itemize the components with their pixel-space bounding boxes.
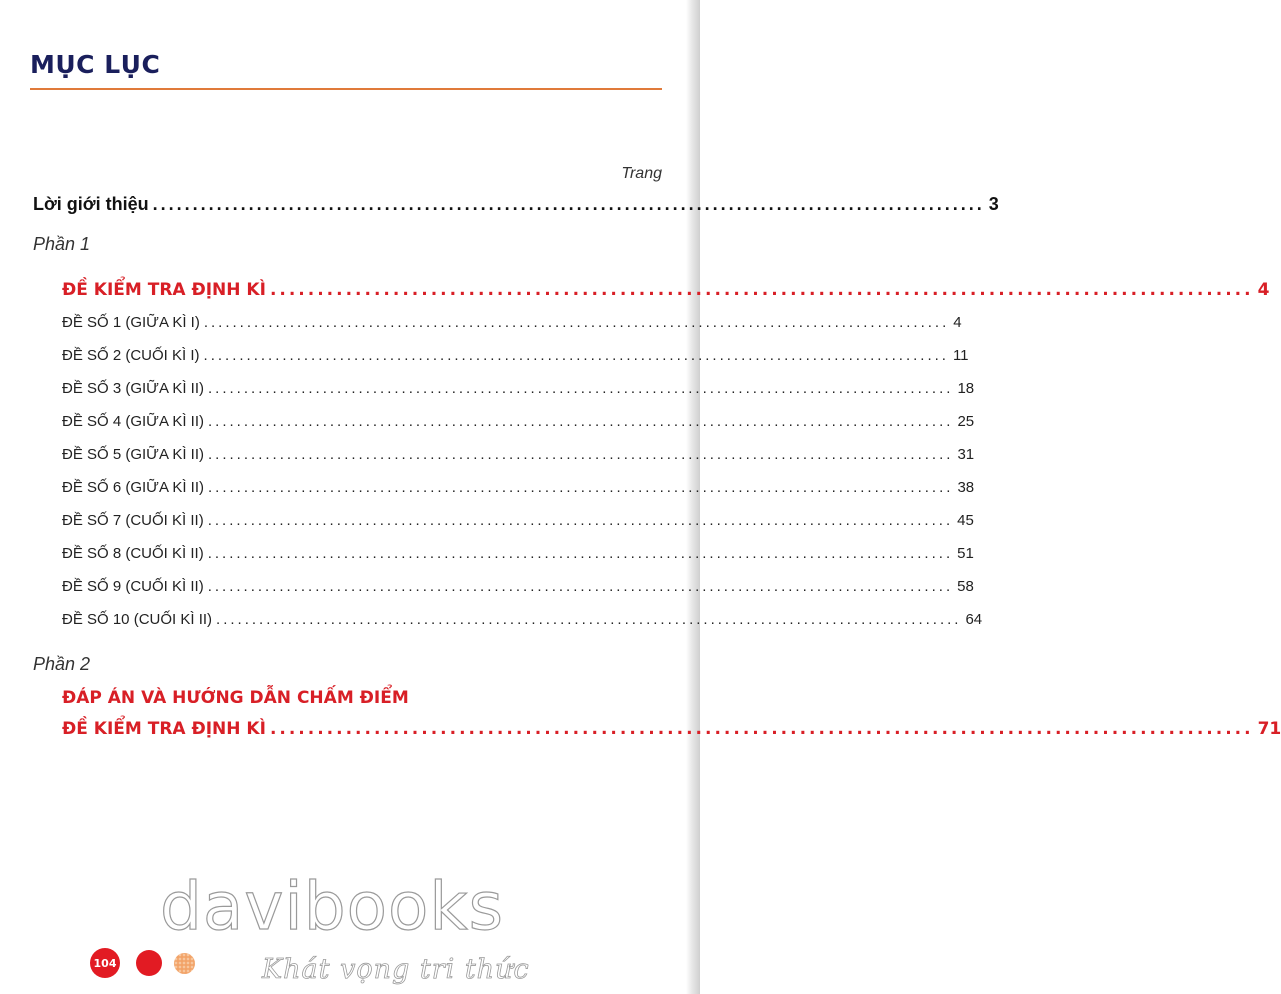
toc-entry-page: 11 — [952, 347, 969, 364]
toc-entry[interactable] — [62, 611, 983, 628]
toc-entry-intro[interactable] — [33, 194, 999, 215]
toc-heading-part2[interactable] — [62, 719, 1281, 739]
toc-heading-part1[interactable] — [62, 280, 1270, 300]
publisher-watermark: davibooks — [160, 868, 504, 945]
page-title: MỤC LỤC — [30, 50, 161, 79]
dot-leader: ........................................................................................................ — [216, 611, 962, 628]
toc-entry-page: 64 — [965, 611, 983, 628]
dot-leader: ........................................................................................................ — [208, 479, 954, 496]
title-underline — [30, 88, 662, 90]
dot-leader: ........................................................................................................ — [269, 280, 1254, 300]
toc-entry-page: 18 — [957, 380, 975, 397]
toc-entry-label: ĐỀ SỐ 4 (GIỮA KÌ II) — [62, 413, 205, 430]
toc-entry-label: Lời giới thiệu — [33, 194, 149, 214]
toc-entry-page: 38 — [957, 479, 975, 496]
toc-entry[interactable] — [62, 578, 974, 595]
toc-entry-label: ĐỀ SỐ 6 (GIỮA KÌ II) — [62, 479, 205, 496]
toc-heading-page: 71 — [1257, 719, 1281, 739]
decorative-orange-dot — [174, 953, 195, 974]
toc-heading-label: ĐỀ KIỂM TRA ĐỊNH KÌ — [62, 280, 266, 300]
dot-leader: ........................................................................................................ — [208, 413, 954, 430]
dot-leader: ........................................................................................................ — [208, 446, 954, 463]
toc-heading-page: 4 — [1257, 280, 1270, 300]
toc-entry[interactable] — [62, 314, 962, 331]
toc-entry-label: ĐỀ SỐ 2 (CUỐI KÌ I) — [62, 347, 200, 364]
toc-entry[interactable] — [62, 446, 975, 463]
toc-entry-page: 45 — [957, 512, 974, 529]
toc-entry-page: 31 — [957, 446, 975, 463]
toc-entry-label: ĐỀ SỐ 10 (CUỐI KÌ II) — [62, 611, 213, 628]
dot-leader: ........................................................................................................ — [207, 578, 954, 595]
toc-entry-label: ĐỀ SỐ 3 (GIỮA KÌ II) — [62, 380, 205, 397]
page-edge-shadow — [686, 0, 700, 994]
toc-entry[interactable] — [62, 512, 974, 529]
dot-leader: ........................................................................................................ — [208, 380, 954, 397]
toc-entry-label: ĐỀ SỐ 1 (GIỮA KÌ I) — [62, 314, 200, 331]
toc-heading-label: ĐỀ KIỂM TRA ĐỊNH KÌ — [62, 719, 266, 739]
dot-leader: ........................................................................................................ — [203, 314, 950, 331]
publisher-tagline: Khát vọng tri thức — [262, 954, 530, 985]
toc-entry[interactable] — [62, 347, 969, 364]
dot-leader: ........................................................................................................ — [203, 347, 949, 364]
toc-entry-page: 51 — [957, 545, 974, 562]
dot-leader: ........................................................................................................ — [269, 719, 1254, 739]
page-column-label: Trang — [621, 165, 662, 182]
decorative-red-dot — [136, 950, 162, 976]
toc-entry-label: ĐỀ SỐ 9 (CUỐI KÌ II) — [62, 578, 204, 595]
toc-entry-page: 58 — [957, 578, 974, 595]
page-number-badge: 104 — [90, 948, 120, 978]
toc-entry[interactable] — [62, 479, 975, 496]
toc-entry-page: 4 — [953, 314, 962, 331]
toc-entry-label: ĐỀ SỐ 7 (CUỐI KÌ II) — [62, 512, 204, 529]
toc-entry-page: 3 — [988, 194, 999, 214]
toc-entry-label: ĐỀ SỐ 8 (CUỐI KÌ II) — [62, 545, 204, 562]
toc-entry[interactable] — [62, 380, 975, 397]
toc-heading-part2-line1[interactable]: ĐÁP ÁN VÀ HƯỚNG DẪN CHẤM ĐIỂM — [62, 688, 409, 708]
dot-leader: ........................................................................................................ — [207, 545, 954, 562]
toc-entry[interactable] — [62, 413, 975, 430]
part-2-label: Phần 2 — [33, 654, 91, 674]
toc-entry-label: ĐỀ SỐ 5 (GIỮA KÌ II) — [62, 446, 205, 463]
dot-leader: ........................................................................................................ — [152, 194, 985, 214]
part-1-label: Phần 1 — [33, 234, 91, 254]
dot-leader: ........................................................................................................ — [207, 512, 954, 529]
toc-entry-page: 25 — [957, 413, 975, 430]
toc-entry[interactable] — [62, 545, 974, 562]
